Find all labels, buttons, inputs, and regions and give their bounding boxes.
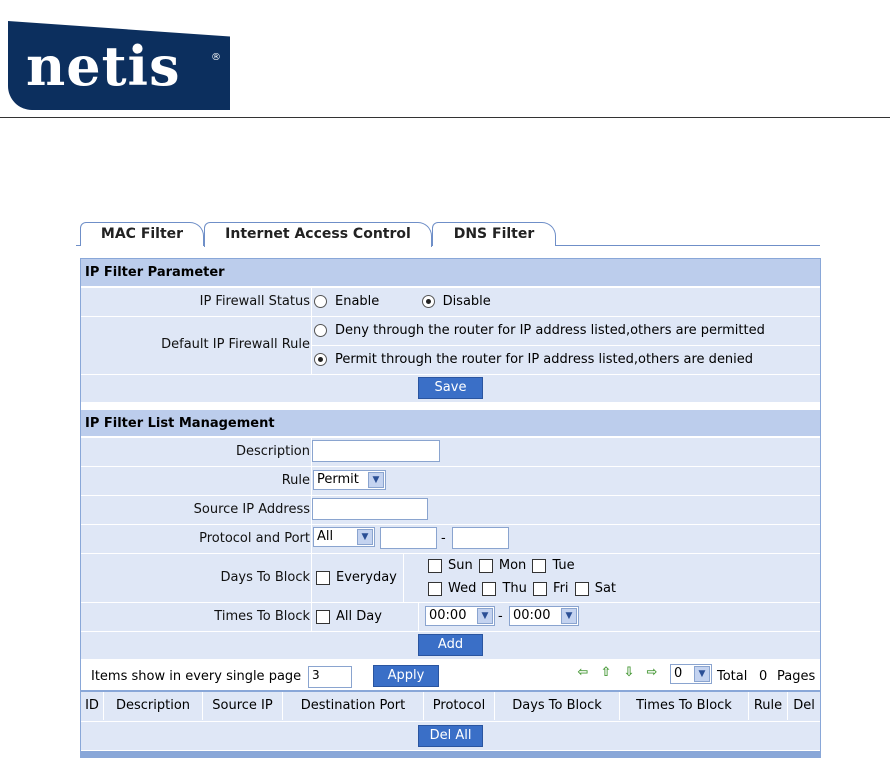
section-title: IP Filter Parameter [85,265,225,280]
header-divider [0,117,890,118]
tab-dns-filter[interactable]: DNS Filter [432,222,556,246]
sat-label: Sat [594,581,617,596]
port-dash: - [441,531,446,546]
page-select[interactable] [670,664,712,684]
all-day-option [316,609,382,624]
chevron-down-icon: ▼ [561,608,577,624]
save-row [81,375,820,403]
port-end-input[interactable] [452,527,509,549]
times-label: Times To Block [214,609,310,624]
chevron-down-icon: ▼ [694,666,710,682]
enable-radio[interactable] [314,295,327,308]
column-header-source-ip: Source IP [203,692,283,720]
first-page-icon[interactable]: ⇦ [577,665,589,680]
chevron-down-icon: ▼ [368,472,384,488]
permit-option [314,352,753,367]
days-line-1 [428,558,575,573]
section-title: IP Filter List Management [85,416,275,431]
pager-row [81,660,820,692]
column-header-times-to-block: Times To Block [620,692,749,720]
total-value: 0 [759,669,768,684]
description-row [81,438,820,467]
description-input[interactable] [312,440,440,462]
rule-label: Rule [281,473,310,488]
protocol-port-row [81,525,820,554]
time-dash: - [498,609,503,624]
column-header-destination-port: Destination Port [283,692,424,720]
fri-checkbox[interactable] [533,582,547,596]
row-divider [312,345,820,346]
sun-checkbox[interactable] [428,559,442,573]
permit-label: Permit through the router for IP address listed,others are denied [335,352,754,367]
tue-checkbox[interactable] [532,559,546,573]
column-header-id: ID [81,692,104,720]
everyday-checkbox[interactable] [316,571,330,585]
del-all-button[interactable]: Del All [418,725,483,747]
column-separator [403,554,404,602]
previous-page-icon[interactable]: ⇧ [600,665,612,680]
column-separator [311,603,312,631]
apply-button[interactable]: Apply [373,665,439,687]
pages-label: Pages [777,669,816,684]
protocol-select[interactable] [313,527,375,547]
netis-logo [8,0,230,110]
rule-row [81,467,820,496]
table-header-row [81,692,820,722]
port-start-input[interactable] [380,527,437,549]
firewall-status-row [81,288,820,317]
protocol-port-label: Protocol and Port [199,531,310,546]
column-separator [311,467,312,495]
days-line-2 [428,581,616,596]
rule-selected: Permit [317,472,359,487]
next-page-icon[interactable]: ⇩ [623,665,635,680]
panel-footer-bar [81,751,820,757]
all-day-label: All Day [336,609,382,624]
logo-text: netis [26,34,181,98]
rule-select[interactable] [313,470,386,490]
times-row [81,603,820,632]
column-separator [311,288,312,316]
chevron-down-icon: ▼ [477,608,493,624]
firewall-status-label: IP Firewall Status [199,294,310,309]
time-from-select[interactable] [425,606,495,626]
items-per-page-input[interactable]: 3 [308,666,352,688]
ip-filter-parameter-header [81,259,820,287]
days-label: Days To Block [220,570,310,585]
days-row [81,554,820,603]
firewall-status-options [314,294,491,309]
source-ip-row [81,496,820,525]
tab-internet-access-control[interactable]: Internet Access Control [204,222,432,247]
fri-label: Fri [553,581,569,596]
time-to-selected: 00:00 [513,608,551,623]
add-row [81,632,820,660]
ip-filter-list-header [81,409,820,437]
source-ip-label: Source IP Address [193,502,310,517]
source-ip-input[interactable] [312,498,428,520]
wed-label: Wed [448,581,477,596]
column-separator [311,525,312,553]
column-header-protocol: Protocol [424,692,495,720]
column-header-days-to-block: Days To Block [495,692,620,720]
deny-option [314,323,765,338]
content-panel [80,258,821,758]
mon-checkbox[interactable] [479,559,493,573]
thu-checkbox[interactable] [482,582,496,596]
all-day-checkbox[interactable] [316,610,330,624]
sun-label: Sun [448,558,473,573]
default-rule-label: Default IP Firewall Rule [161,337,310,352]
last-page-icon[interactable]: ⇨ [646,665,658,680]
disable-radio[interactable] [422,295,435,308]
del-all-row [81,722,820,751]
items-per-page-label: Items show in every single page [91,669,302,684]
tue-label: Tue [552,558,575,573]
everyday-label: Everyday [336,570,397,585]
column-header-del: Del [793,698,815,713]
save-button[interactable]: Save [418,377,483,399]
permit-radio[interactable] [314,353,327,366]
deny-label: Deny through the router for IP address listed,others are permitted [335,323,765,338]
total-label: Total [717,669,748,684]
column-header-description: Description [104,692,203,720]
time-to-select[interactable] [509,606,579,626]
column-header-rule: Rule [749,692,788,720]
page-selected: 0 [674,666,683,681]
everyday-option [316,570,397,585]
description-label: Description [235,444,310,459]
column-separator [311,554,312,602]
protocol-selected: All [317,529,334,544]
time-from-selected: 00:00 [429,608,467,623]
thu-label: Thu [502,581,527,596]
tab-bar [76,222,820,246]
tab-mac-filter[interactable]: MAC Filter [80,222,204,246]
deny-radio[interactable] [314,324,327,337]
wed-checkbox[interactable] [428,582,442,596]
column-separator [418,603,419,631]
mon-label: Mon [498,558,527,573]
enable-label: Enable [335,294,380,309]
default-rule-row [81,317,820,375]
registered-mark: ® [211,52,221,63]
disable-label: Disable [442,294,491,309]
chevron-down-icon: ▼ [357,529,373,545]
sat-checkbox[interactable] [575,582,589,596]
add-button[interactable]: Add [418,634,483,656]
